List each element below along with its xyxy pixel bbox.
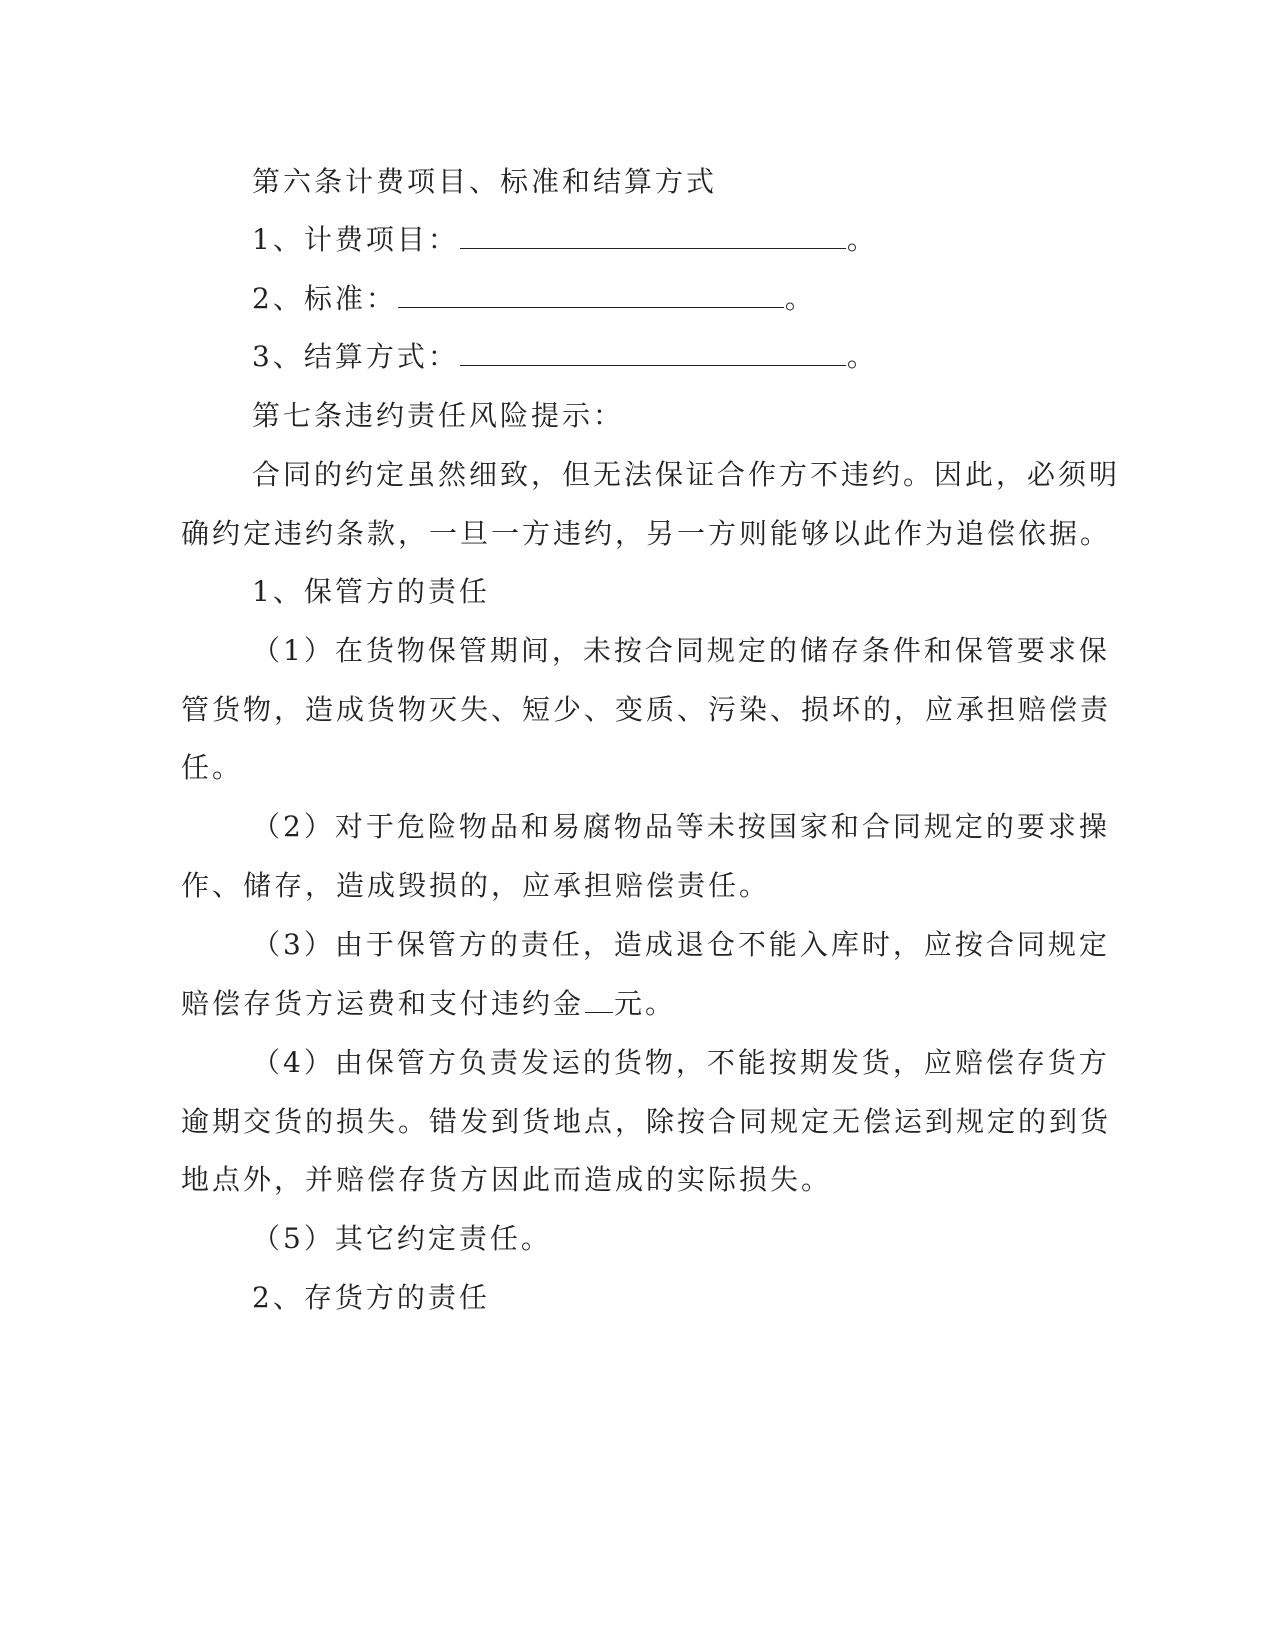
article-six-heading: 第六条计费项目、标准和结算方式 (252, 165, 718, 198)
standard-line (252, 281, 816, 317)
settlement-blank[interactable] (460, 339, 846, 366)
standard-end: 。 (784, 282, 816, 315)
paragraph-line: 地点外，并赔偿存货方因此而造成的实际损失。 (181, 1163, 833, 1196)
standard-label: 2、标准： (252, 282, 397, 315)
fee-items-end: 。 (846, 223, 878, 256)
fee-items-label: 1、计费项目： (252, 223, 459, 256)
paragraph-line: 逾期交货的损失。错发到货地点，除按合同规定无偿运到规定的到货 (181, 1105, 1112, 1138)
article-seven-heading: 第七条违约责任风险提示： (252, 399, 625, 432)
penalty-end: 元。 (614, 987, 677, 1020)
fee-items-line (252, 222, 878, 258)
depositor-heading: 2、存货方的责任 (252, 1281, 490, 1314)
paragraph-line: 任。 (181, 751, 244, 784)
penalty-amount-blank[interactable] (585, 986, 613, 1013)
paragraph-line: （4）由保管方负责发运的货物，不能按期发货，应赔偿存货方 (252, 1046, 1110, 1079)
fee-items-blank[interactable] (460, 222, 846, 249)
paragraph-line: （5）其它约定责任。 (252, 1222, 552, 1255)
settlement-end: 。 (846, 340, 878, 373)
paragraph-line: 合同的约定虽然细致，但无法保证合作方不违约。因此，必须明 (252, 458, 1121, 491)
paragraph-line: （3）由于保管方的责任，造成退仓不能入库时，应按合同规定 (252, 928, 1110, 961)
paragraph-line: （1）在货物保管期间，未按合同规定的储存条件和保管要求保 (252, 634, 1110, 667)
paragraph-line: 确约定违约条款，一旦一方违约，另一方则能够以此作为追偿依据。 (181, 517, 1112, 550)
paragraph-line: （2）对于危险物品和易腐物品等未按国家和合同规定的要求操 (252, 810, 1110, 843)
custodian-heading: 1、保管方的责任 (252, 575, 490, 608)
penalty-text: 赔偿存货方运费和支付违约金 (181, 987, 585, 1020)
settlement-line (252, 339, 878, 375)
standard-blank[interactable] (398, 281, 784, 308)
paragraph-line: 作、储存，造成毁损的，应承担赔偿责任。 (181, 869, 771, 902)
paragraph-line: 管货物，造成货物灭失、短少、变质、污染、损坏的，应承担赔偿责 (181, 693, 1112, 726)
settlement-label: 3、结算方式： (252, 340, 459, 373)
penalty-line (181, 986, 676, 1022)
